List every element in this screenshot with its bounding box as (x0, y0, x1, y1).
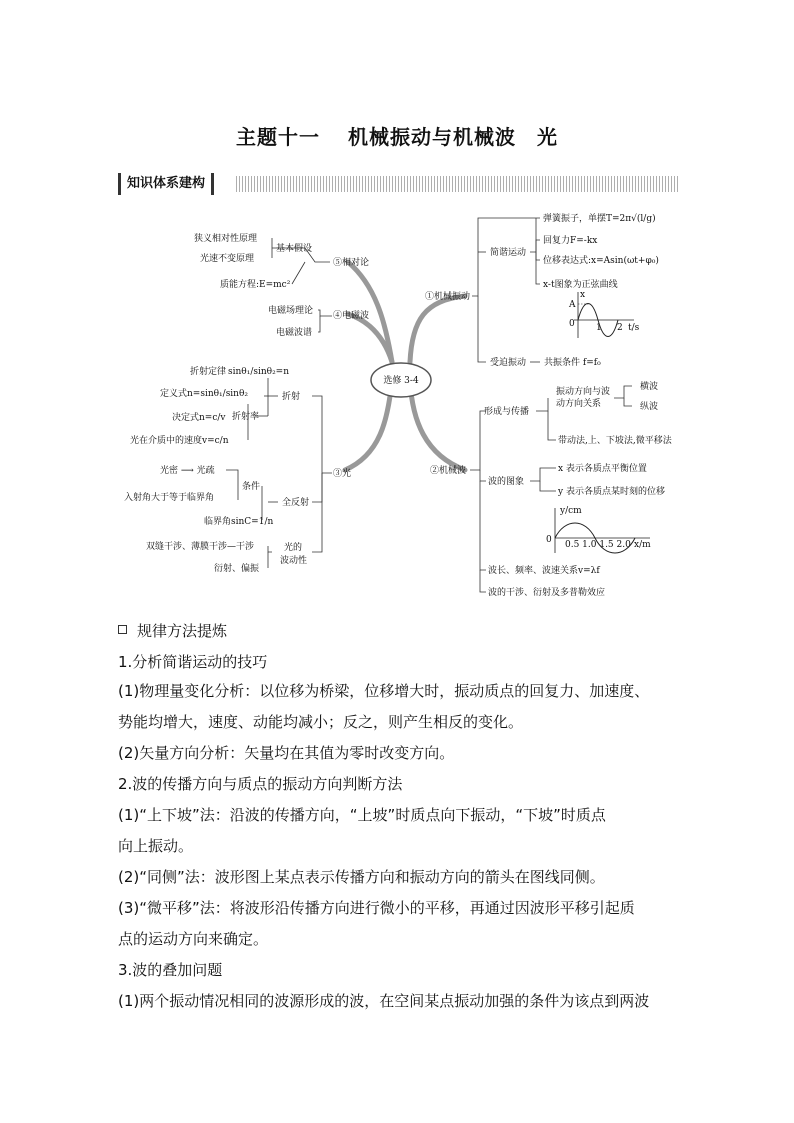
paragraph-1: 1.分析简谐运动的技巧 (118, 653, 268, 671)
wave-axis-y: y/cm (560, 506, 582, 516)
wave-method: 带动法,上、下坡法,微平移法 (558, 436, 672, 446)
wave-dir-2: 动方向关系 (556, 399, 602, 409)
relativity-mass-energy: 质能方程:E=mc² (220, 280, 291, 290)
wave-longitudinal: 纵波 (640, 402, 659, 412)
paragraph-5: 2.波的传播方向与质点的振动方向判断方法 (118, 775, 403, 793)
center-label: 选修 3-4 (383, 376, 419, 386)
light-index: 折射率 (232, 412, 260, 422)
relativity-p2: 光速不变原理 (200, 254, 255, 264)
vib-graph: x-t图象为正弦曲线 (543, 280, 618, 290)
vib-forced: 受迫振动 (490, 358, 527, 368)
em-spectrum: 电磁波谱 (276, 328, 313, 338)
paragraph-12: (1)两个振动情况相同的波源形成的波，在空间某点振动加强的条件为该点到两波 (118, 992, 650, 1010)
light-interference: 双缝干涉、薄膜干涉—干涉 (146, 542, 255, 552)
branch-relativity: ⑤相对论 (333, 258, 370, 268)
paragraph-10: 点的运动方向来确定。 (118, 930, 269, 948)
wave-phenomena: 波的干涉、衍射及多普勒效应 (488, 588, 606, 598)
light-tir: 全反射 (282, 498, 310, 508)
vib-tick-1: 1 (596, 323, 602, 333)
paragraph-6: (1)“上下坡”法：沿波的传播方向，“上坡”时质点向下振动，“下坡”时质点 (118, 806, 606, 824)
light-det: 决定式n=c/v (172, 413, 226, 423)
vib-axis-origin: 0 (569, 319, 575, 329)
light-critical: 临界角sinC=1/n (204, 517, 274, 527)
paragraph-9: (3)“微平移”法：将波形沿传播方向进行微小的平移，再通过因波形平移引起质 (118, 899, 635, 917)
paragraph-3: 势能均增大，速度、动能均减小；反之，则产生相反的变化。 (118, 713, 524, 731)
light-dense: 光密 ⟶ 光疏 (160, 466, 215, 476)
vib-force: 回复力F=-kx (543, 236, 598, 246)
relativity-p1: 狭义相对性原理 (194, 234, 258, 244)
page-title: 主题十一 机械振动与机械波 光 (236, 125, 558, 149)
wave-axis-x: x/m (634, 540, 651, 550)
branch-wave: ②机械波 (430, 466, 467, 476)
wave-image: 波的图象 (488, 477, 525, 487)
paragraph-7: 向上振动。 (118, 837, 194, 855)
em-theory: 电磁场理论 (268, 306, 314, 316)
light-angle: 入射角大于等于临界角 (124, 493, 215, 503)
branch-light: ③光 (333, 469, 352, 479)
branch-vibration: ①机械振动 (425, 292, 471, 302)
vib-shm: 简谐运动 (490, 248, 527, 258)
branch-em: ④电磁波 (333, 311, 370, 321)
light-wave-nature: 光的 (284, 543, 303, 553)
light-speed: 光在介质中的速度v=c/n (130, 436, 229, 446)
light-law-eq: sinθ₁/sinθ₂=n (228, 367, 290, 377)
vib-spring: 弹簧振子，单摆T=2π√(l/g) (543, 214, 656, 224)
wave-ymean: y 表示各质点某时刻的位移 (558, 487, 665, 497)
light-diffraction: 衍射、偏振 (214, 564, 260, 574)
wave-ticks: 0.5 1.0 1.5 2.0 (565, 540, 631, 550)
section-heading: 规律方法提炼 (118, 620, 227, 641)
wave-transverse: 横波 (640, 382, 659, 392)
vib-disp: 位移表达式:x=Asin(ωt+φ₀) (543, 256, 659, 266)
vib-axis-t: t/s (628, 323, 640, 333)
banner-label: 知识体系建构 (118, 173, 214, 195)
wave-graph-plot (546, 506, 651, 553)
wave-relation: 波长、频率、波速关系v=λf (488, 566, 600, 576)
vib-graph-plot (568, 290, 640, 338)
wave-xmean: x 表示各质点平衡位置 (558, 464, 647, 474)
vib-axis-a: A (569, 300, 576, 310)
paragraph-8: (2)“同侧”法：波形图上某点表示传播方向和振动方向的箭头在图线同侧。 (118, 868, 605, 886)
vib-axis-x: x (580, 290, 586, 300)
vib-resonance: 共振条件 f=f₀ (544, 358, 601, 368)
light-cond: 条件 (242, 482, 261, 492)
light-law: 折射定律 (190, 367, 227, 377)
light-refraction: 折射 (282, 392, 301, 402)
light-wave-nature-2: 波动性 (280, 556, 308, 566)
section-bullet-icon (118, 625, 127, 634)
paragraph-11: 3.波的叠加问题 (118, 961, 223, 979)
vib-tick-2: 2 (617, 323, 623, 333)
wave-form: 形成与传播 (484, 407, 530, 417)
paragraph-4: (2)矢量方向分析：矢量均在其值为零时改变方向。 (118, 744, 455, 762)
wave-axis-origin: 0 (546, 535, 552, 545)
light-def: 定义式n=sinθ₁/sinθ₂ (160, 389, 249, 399)
wave-dir: 振动方向与波 (556, 387, 611, 397)
relativity-basic: 基本假设 (276, 244, 313, 254)
paragraph-2: (1)物理量变化分析：以位移为桥梁，位移增大时，振动质点的回复力、加速度、 (118, 682, 650, 700)
